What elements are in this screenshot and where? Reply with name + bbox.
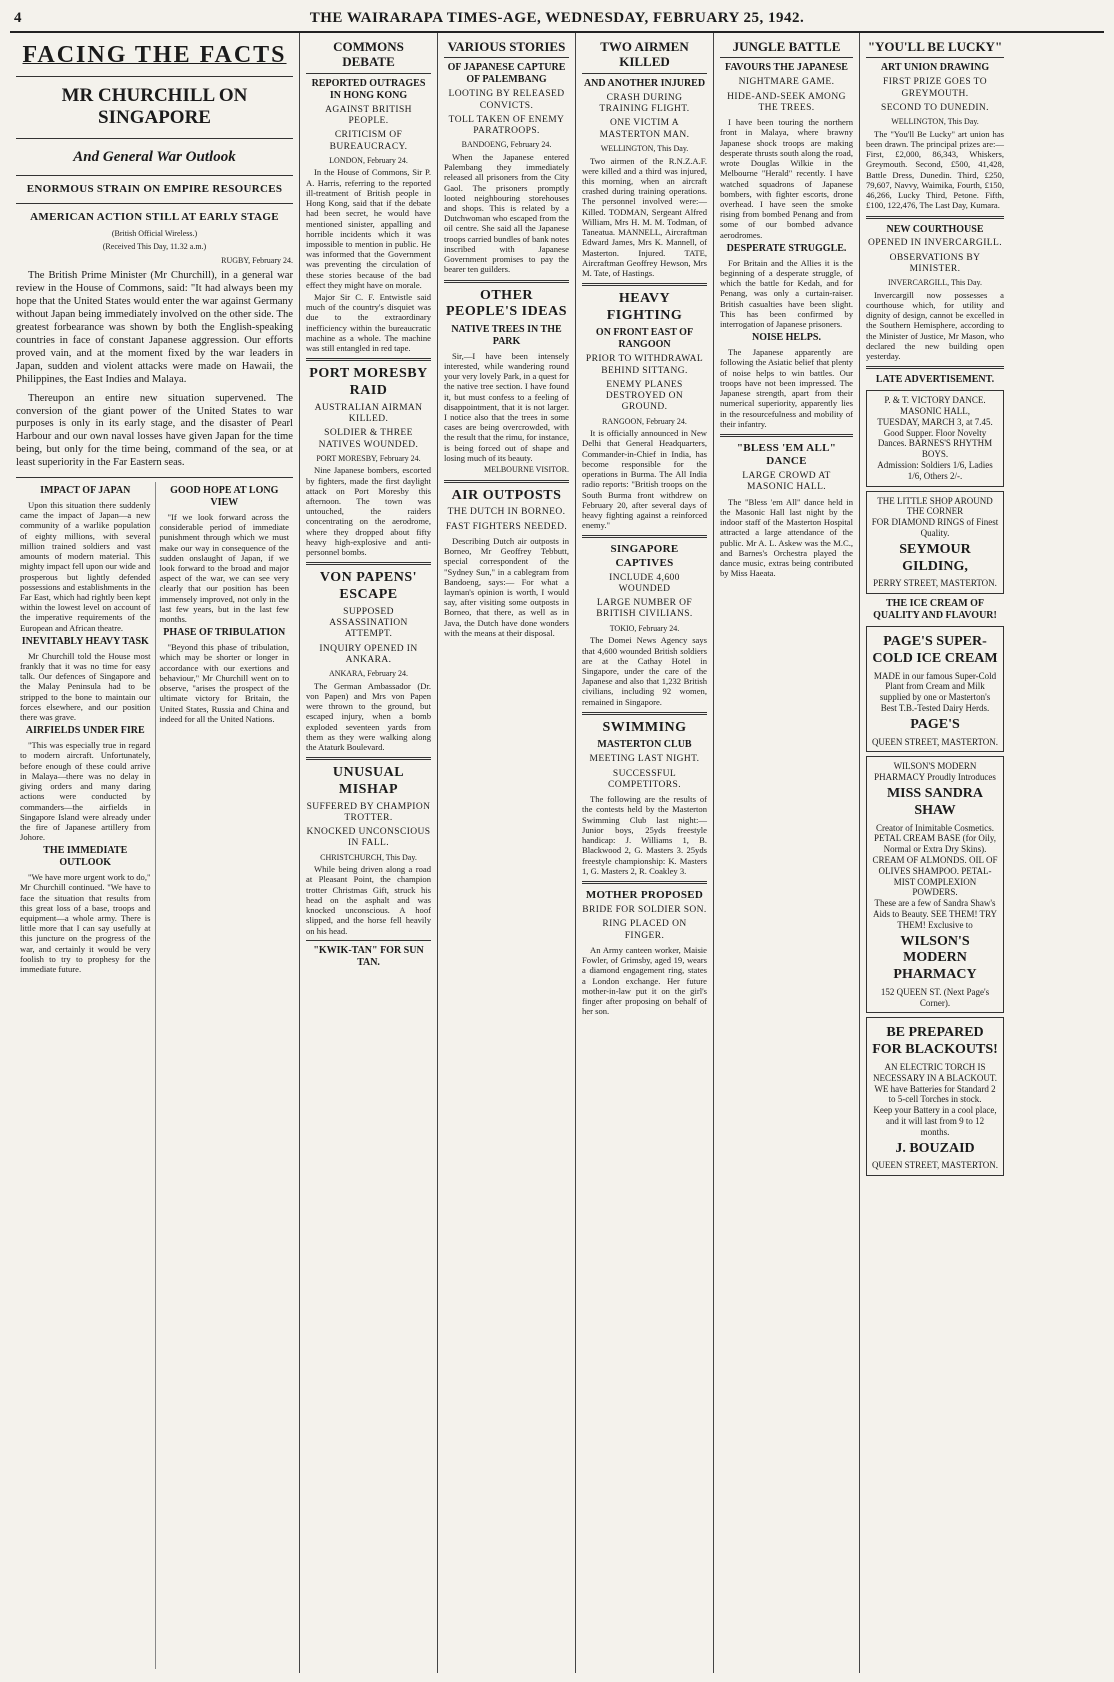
story-subhead: PRIOR TO WITHDRAWAL BEHIND SITTANG. (585, 354, 704, 376)
kicker-headline: FACING THE FACTS (22, 42, 287, 68)
ad-line: BE PREPARED FOR BLACKOUTS! (872, 1025, 998, 1058)
ad-line: TUESDAY, MARCH 3, at 7.45. (877, 416, 993, 427)
story-headline: VON PAPENS' ESCAPE (319, 570, 418, 602)
advertisement-seymour-gilding (866, 491, 1004, 595)
columns (10, 33, 1104, 1673)
page-number: 4 (14, 10, 22, 26)
story-subhead: SOLDIER & THREE NATIVES WOUNDED. (318, 428, 419, 450)
story-subhead: MEETING LAST NIGHT. (589, 754, 700, 765)
source-line: (British Official Wireless.) (111, 228, 198, 238)
ad-line: PETAL CREAM BASE (for Oily, Normal or Extra Dry Skins). CREAM OF ALMONDS. OIL OF OLIVES SHAMPOO. PETAL-MIST COMPLEXION POWDERS. (872, 833, 998, 898)
story-subhead: REPORTED OUTRAGES IN HONG KONG (311, 77, 426, 101)
story-subhead: HIDE-AND-SEEK AMONG THE TREES. (727, 91, 846, 113)
story-headline: HEAVY FIGHTING (606, 291, 683, 323)
column-two-airmen (576, 33, 714, 1673)
churchill-subcolumn-left (16, 482, 155, 1669)
story-text: When the Japanese entered Palembang they immediately released all prisoners from the City Gaol. The prisoners promptly looted neighbouring storehouses and shops. This is related by a Dutchwoman who escaped from the oil centre. She said all the Japanese troops carried bundles of bank notes inscribed with Japanese Government promises to pay the bearer ten guilders. (444, 151, 569, 275)
story-subhead: AND ANOTHER INJURED (583, 77, 706, 89)
ad-line: PERRY STREET, MASTERTON. (873, 578, 997, 589)
ad-line: Good Supper. Floor Novelty Dances. BARNES'S RHYTHM BOYS. (877, 427, 993, 460)
story-subhead: FAST FIGHTERS NEEDED. (445, 521, 568, 532)
ad-line: WE have Batteries for Standard 2 to 5-cell Torches in stock. (874, 1083, 996, 1105)
section-text: "Beyond this phase of tribulation, which may be shorter or longer in accordance with our exertions and behaviour," Mr Churchill went on to observe, "arises the prospect of the ultimate victory for Britain, the United States, Russia and China and indeed for all the United Nations. (159, 642, 289, 724)
story-subhead: NATIVE TREES IN THE PARK (451, 323, 562, 347)
dateline: CHRISTCHURCH, This Day. (320, 852, 417, 862)
story-subhead: BRIDE FOR SOLDIER SON. (582, 905, 707, 916)
subheadline-2: AMERICAN ACTION STILL AT EARLY STAGE (30, 210, 279, 223)
column-churchill (10, 33, 300, 1673)
late-advertisement-head: LATE ADVERTISEMENT. (875, 374, 995, 386)
story-headline: UNUSUAL MISHAP (332, 765, 405, 797)
column-jungle-battle (714, 33, 860, 1673)
dateline: PORT MORESBY, February 24. (316, 453, 421, 463)
section-text: "If we look forward across the considerable period of immediate punishment through which we must make our way in consequence of the sudden onslaught of Japan, if we look forward to the broad and major aspect of the war, we can see very clearly that our position has been immensely improved, not only in the last few years, but in the last few months. (159, 511, 289, 625)
story-headline: SWIMMING (602, 719, 687, 735)
masthead-title: THE WAIRARAPA TIMES-AGE, WEDNESDAY, FEBRUARY 25, 1942. (309, 10, 805, 26)
ad-line: MISS SANDRA SHAW (886, 785, 984, 818)
advertisement-wilsons-pharmacy (866, 756, 1004, 1013)
section-head: IMPACT OF JAPAN (40, 485, 131, 497)
dateline: WELLINGTON, This Day. (891, 117, 979, 127)
column-art-union-and-ads (860, 33, 1010, 1673)
ad-line: Creator of Inimitable Cosmetics. (876, 822, 994, 833)
received-line: (Received This Day, 11.32 a.m.) (102, 242, 207, 252)
ad-line: WILSON'S MODERN PHARMACY Proudly Introduces (874, 761, 996, 783)
story-subhead: SECOND TO DUNEDIN. (881, 102, 989, 113)
story-subhead: LARGE CROWD AT MASONIC HALL. (742, 471, 831, 493)
ad-line: FOR DIAMOND RINGS of Finest Quality. (871, 517, 999, 538)
column-various-stories (438, 33, 576, 1673)
subheadline-1: ENORMOUS STRAIN ON EMPIRE RESOURCES (26, 182, 283, 195)
churchill-subcolumn-right (155, 482, 294, 1669)
ad-line: P. & T. VICTORY DANCE. (884, 395, 986, 406)
section-text: "This was especially true in regard to modern aircraft. Unfortunately, before enough of these could arrive in Malaya—there was no delay in giving orders and many daring actions were conducted by commanders—the airfields in Singapore Island were already under the fire of Japanese artillery from Johore. (20, 740, 151, 843)
ad-line: THE LITTLE SHOP AROUND THE CORNER (877, 495, 993, 517)
ad-line: AN ELECTRIC TORCH IS NECESSARY IN A BLACKOUT. (872, 1062, 997, 1083)
advertisement-pages-ice-cream (866, 626, 1004, 752)
masthead (10, 8, 1104, 33)
ad-line: QUEEN STREET, MASTERTON. (871, 736, 999, 747)
advertisement-victory-dance (866, 390, 1004, 486)
story-text: An Army canteen worker, Maisie Fowler, of Grimsby, aged 19, wears a diamond engagement ring, states a London exchange. Her future mother-in-law put it on the girl's finger after proposing on behalf of her son. (582, 944, 707, 1017)
story-subhead: SUCCESSFUL COMPETITORS. (608, 768, 681, 790)
ad-line: Keep your Battery in a cool place, and it will last from 9 to 12 months. (873, 1105, 997, 1137)
story-subhead: SUFFERED BY CHAMPION TROTTER. (306, 801, 431, 823)
dateline: WELLINGTON, This Day. (600, 144, 689, 154)
dateline: LONDON, February 24. (329, 155, 408, 165)
story-text: The Domei News Agency says that 4,600 wounded British soldiers are at the Cathay Hotel in Singapore, under the care of the Japanese and also that 1,232 British civilians, including 92 women, remained in Singapore. (582, 635, 707, 707)
story-subhead: THE DUTCH IN BORNEO. (447, 507, 566, 518)
story-subhead: ART UNION DRAWING (880, 62, 990, 74)
ad-line: Admission: Soldiers 1/6, Ladies 1/6, Others 2/-. (877, 460, 993, 481)
story-subhead: FAVOURS THE JAPANESE (725, 62, 848, 74)
story-subhead: AUSTRALIAN AIRMAN KILLED. (314, 402, 423, 424)
ad-line: QUEEN STREET, MASTERTON. (871, 1160, 999, 1171)
story-subhead: ONE VICTIM A MASTERTON MAN. (599, 118, 690, 140)
story-subhead: CRASH DURING TRAINING FLIGHT. (599, 92, 690, 115)
story-text: Invercargill now possesses a courthouse which, for utility and dignity of design, cannot be excelled in the Southern Hemisphere, according to the Minister of Justice, Mr Mason, who declared the new building open yesterday. (866, 289, 1004, 362)
story-subhead: SUPPOSED ASSASSINATION ATTEMPT. (329, 606, 408, 640)
section-head: GOOD HOPE AT LONG VIEW (170, 485, 279, 509)
section-head: DESPERATE STRUGGLE. (726, 242, 847, 254)
ad-line: SEYMOUR GILDING, (899, 541, 971, 574)
story-headline: NEW COURTHOUSE (886, 223, 984, 235)
story-text: For Britain and the Allies it is the beginning of a desperate struggle, of which the battle for Kedah, and for Penang, was only a curtain-raiser. British casualties have been slight. This has been confirmed by interrogation of Japanese prisoners. (720, 257, 853, 330)
section-head: PHASE OF TRIBULATION (163, 627, 286, 639)
deck-headline: And General War Outlook (73, 148, 236, 165)
story-text: In the House of Commons, Sir P. A. Harris, referring to the reported ill-treatment of British people in Hong Kong, said that if the debate had been secret, he would have mentioned sinister, appalling and horrible incidents which it was impossible to mention in public. He was informed that the Government was preventing the circulation of these stories because of the bad effect they might have on morale. (306, 167, 431, 290)
section-head: THE IMMEDIATE OUTLOOK (43, 845, 128, 869)
letter-signature: MELBOURNE VISITOR. (483, 465, 569, 475)
section-head: NOISE HELPS. (752, 332, 821, 344)
advertisement-bouzaid-blackouts (866, 1017, 1004, 1176)
advertisement: "KWIK-TAN" FOR SUN TAN. (313, 944, 424, 968)
section-text: Upon this situation there suddenly came the impact of Japan—a new community of a warlike population of eighty millions, with several million trained soldiers and vast amounts of modern material. This mighty impact fell upon our wide and prosperous but lightly defended possessions and establishments in the Far East, which had rightly been kept within the lowest level on account of the imperative requirements of the European and African theatre. (20, 500, 151, 633)
story-subhead: OF JAPANESE CAPTURE OF PALEMBANG (447, 62, 566, 86)
story-subhead: KNOCKED UNCONSCIOUS IN FALL. (306, 827, 431, 849)
story-subhead: RING PLACED ON FINGER. (602, 919, 687, 941)
ad-line: MASONIC HALL, (899, 406, 970, 417)
story-headline: VARIOUS STORIES (444, 39, 569, 58)
story-headline: OTHER PEOPLE'S IDEAS (446, 287, 567, 320)
story-text: The following are the results of the contests held by the Masterton Swimming Club last night:— Junior boys, 25yds freestyle handicap: J. Williams 1, B. Blackwood 2, G. Masters 3. 25yds freestyle championship: K. Masters 1, G. Masters 2, R. Coakley 3. (582, 794, 707, 876)
ad-line: MADE in our famous Super-Cold Plant from Cream and Milk supplied by one or Masterton's Best T.B.-Tested Dairy Herds. (873, 670, 997, 713)
story-subhead: CRITICISM OF BUREAUCRACY. (329, 130, 408, 152)
ad-line: PAGE'S (910, 716, 960, 732)
dateline: RUGBY, February 24. (221, 255, 293, 265)
column-commons-debate (300, 33, 438, 1673)
story-headline: PORT MORESBY RAID (309, 366, 428, 399)
story-subhead: INQUIRY OPENED IN ANKARA. (319, 643, 418, 665)
story-headline: AIR OUTPOSTS (451, 487, 562, 503)
story-text: Sir,—I have been intensely interested, while wandering round your very lovely Park, in a quest for the native tree section. I have found it, but must confess to a feeling of disappointment, that it is not larger. I notice also that the trees in some cases are being overcrowded, with the result that the rimu, for instance, is being forced out of shape and losing much of its beauty. (444, 350, 569, 463)
ad-line: THE ICE CREAM OF QUALITY AND FLAVOUR! (873, 598, 997, 622)
story-subhead: LARGE NUMBER OF BRITISH CIVILIANS. (596, 598, 693, 620)
story-headline: "BLESS 'EM ALL" DANCE (736, 441, 837, 468)
section-text: "We have more urgent work to do," Mr Churchill continued. "We have to face the situation that results from this great loss of a base, troops and equipment—a whole army. There is little more that I can say usefully at this juncture on the progress of the war, and certainly it would be very foolish to try to prophesy for the immediate future. (20, 872, 151, 975)
story-text: Two airmen of the R.N.Z.A.F. were killed and a third was injured, this morning, when an aircraft crashed during training operations. The personnel involved were:— Killed. TODMAN, Sergeant Alfred William, Mrs H. M. M. Todman, of Taneatua. MANNELL, Aircraftman Edward James, Mrs K. Mannell, of Masterton. Injured. TATE, Aircraftman Geoffrey Hewson, Mrs M. Tate, of Hastings. (582, 155, 707, 278)
story-subhead: FIRST PRIZE GOES TO GREYMOUTH. (883, 77, 987, 99)
story-headline: TWO AIRMEN KILLED (582, 39, 707, 74)
story-subhead: AGAINST BRITISH PEOPLE. (325, 104, 412, 127)
lead-paragraph-2: Thereupon an entire new situation supervened. The conversion of the giant power of the United States to war purposes is only in its early stage, and the disaster of Pearl Harbour and our own naval losses have given Japan for the time being, but only for the time being, command of the sea, or at least superiority in the Far Eastern seas. (16, 392, 293, 469)
story-subhead: LOOTING BY RELEASED CONVICTS. (448, 89, 565, 111)
story-headline: COMMONS DEBATE (306, 39, 431, 74)
story-subhead: ON FRONT EAST OF RANGOON (595, 327, 694, 351)
story-subhead: ENEMY PLANES DESTROYED ON GROUND. (605, 379, 684, 413)
ad-line: 152 QUEEN ST. (Next Page's Corner). (880, 986, 990, 1008)
story-subhead: MASTERTON CLUB (597, 739, 692, 751)
dateline: ANKARA, February 24. (328, 669, 409, 679)
story-headline: SINGAPORE CAPTIVES (610, 543, 679, 569)
churchill-body (16, 482, 293, 1669)
story-text: The "You'll Be Lucky" art union has been drawn. The principal prizes are:— First, £2,000, 86,343, Whiskers, Greymouth. Second, £500, 41,428, Battle Dress, Dunedin. Third, £250, 79,607, Navvy, Waimika, Fourth, £150, 46,266, Lucky Third, Petone. Fifth, £100, 122,476, The Last Day, Kumara. (866, 128, 1004, 211)
story-subhead: INCLUDE 4,600 WOUNDED (609, 572, 680, 594)
story-subhead: NIGHTMARE GAME. (738, 77, 835, 88)
main-headline: MR CHURCHILL ON SINGAPORE (61, 84, 248, 129)
section-head: INEVITABLY HEAVY TASK (21, 635, 149, 647)
story-headline: "YOU'LL BE LUCKY" (866, 39, 1004, 58)
ad-line: WILSON'S MODERN PHARMACY (893, 933, 977, 983)
story-text: It is officially announced in New Delhi that General Headquarters, Commander-in-Chief in India, has become responsible for the operations in Burma. The All India radio reports: "British troops on the South Burma front withdrew on February 20, after several days of heavy fighting against a reinforced enemy." (582, 428, 707, 531)
story-text: The "Bless 'em All" dance held in the Masonic Hall last night by the indoor staff of the Masterton Hospital attracted a large attendance of the public. Mr A. L. Askew was the M.C., and Barnes's Orchestra played the dance music, extras being contributed by Miss Haeata. (720, 496, 853, 579)
ad-line: These are a few of Sandra Shaw's Aids to Beauty. SEE THEM! TRY THEM! Exclusive to (872, 898, 998, 930)
lead-paragraph: The British Prime Minister (Mr Churchill), in a general war review in the House of Commons, said: "It had always been my hope that the United States would enter the war against Germany without Japan being immediately involved on the other side. The greatest forbearance was shown by both the English-speaking countries in face of constant Japanese aggression. Our efforts proved vain, and at the moment fixed by the war leaders in Japan, sudden and violent attacks were made on Hawaii, the Philippines, the East Indies and Malaya. (16, 270, 293, 385)
dateline: RANGOON, February 24. (602, 416, 687, 426)
story-text: Major Sir C. F. Entwistle said much of the country's disquiet was due to the extraordinary inefficiency within the bureaucratic machine as a whole. The machine was still entangled in red tape. (306, 292, 431, 354)
story-subhead: OBSERVATIONS BY MINISTER. (889, 252, 981, 274)
story-text: While being driven along a road at Pleasant Point, the champion trotter Christmas Gift, struck his head on the asphalt and was knocked unconscious. A hoof slipped, and the horse fell heavily on his head. (306, 864, 431, 936)
section-head: AIRFIELDS UNDER FIRE (25, 725, 145, 737)
ad-line: PAGE'S SUPER-COLD ICE CREAM (872, 633, 998, 666)
story-headline: MOTHER PROPOSED (585, 889, 704, 902)
dateline: INVERCARGILL, This Day. (888, 278, 982, 288)
ad-line: J. BOUZAID (895, 1140, 975, 1156)
section-text: Mr Churchill told the House most frankly that it was no time for easy talk. Our defences of Singapore and the Malay Peninsula had to be stripped to the bone to maintain our forces elsewhere, and our position there was grave. (20, 650, 151, 723)
story-text: The Japanese apparently are following the Asiatic belief that plenty of noise helps to win battles. Our troops have not been impressed. The Japanese strength, apart from their numerical superiority, apparently lies in the resourcefulness and mobility of their infantry. (720, 347, 853, 429)
dateline: TOKIO, February 24. (609, 623, 680, 633)
dateline: BANDOENG, February 24. (461, 140, 552, 150)
story-subhead: OPENED IN INVERCARGILL. (867, 238, 1002, 249)
story-text: I have been touring the northern front in Malaya, where brawny Japanese shock troops are making desperate thrusts south along the road, wrote Douglas Wilkie in the Melbourne "Herald" recently. I have watched squadrons of Japanese bombers, with fighter escorts, drone overhead. I have seen the smoke rising from bombed Penang and from some of our bombed advance aerodromes. (720, 117, 853, 240)
story-subhead: TOLL TAKEN OF ENEMY PARATROOPS. (448, 114, 565, 137)
story-text: Describing Dutch air outposts in Borneo, Mr Geoffrey Tebbutt, special correspondent of the "Sydney Sun," in a cablegram from Bandoeng, says:— For what a layman's opinion is worth, I would say, after visiting some outposts in Borneo, that there, as well as in Java, the Dutch have done wonders with the means at their disposal. (444, 535, 569, 638)
story-text: The German Ambassador (Dr. von Papen) and Mrs von Papen were thrown to the ground, but escaped injury, when a bomb exploded seventeen yards from them as they were walking along the Ataturk Boulevard. (306, 680, 431, 752)
story-text: Nine Japanese bombers, escorted by fighters, made the first daylight attack on Port Moresby this afternoon. The town was untouched, the raiders concentrating on the aerodrome, where they dropped about fifty heavy high-explosive and anti-personnel bombs. (306, 465, 431, 558)
story-headline: JUNGLE BATTLE (720, 39, 853, 58)
